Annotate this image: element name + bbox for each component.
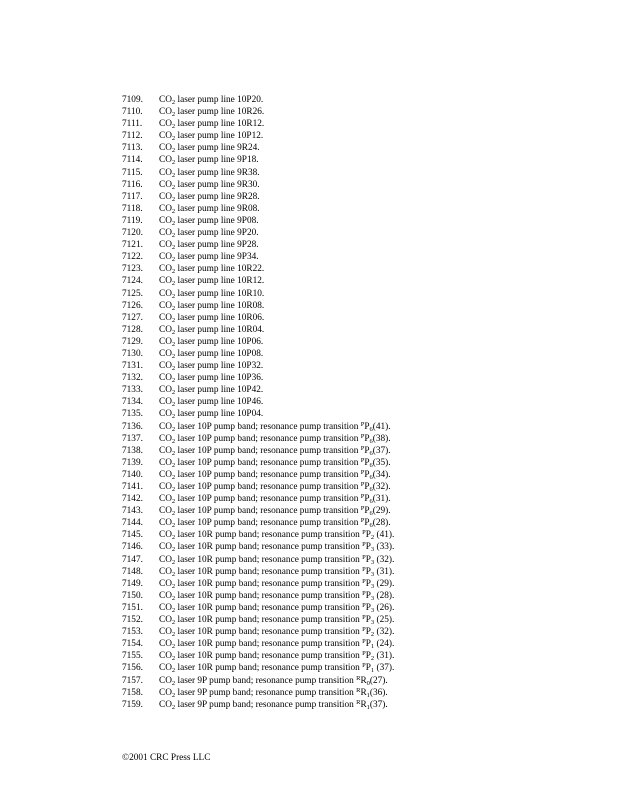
note-number: 7144. xyxy=(122,518,143,529)
note-number: 7110. xyxy=(122,107,143,118)
note-row xyxy=(122,505,602,517)
note-number: 7126. xyxy=(122,300,143,311)
note-row xyxy=(122,106,602,118)
note-row xyxy=(122,396,602,408)
note-row xyxy=(122,336,602,348)
note-number: 7129. xyxy=(122,336,143,347)
note-row xyxy=(122,324,602,336)
note-row xyxy=(122,142,602,154)
note-number: 7131. xyxy=(122,361,143,372)
note-row xyxy=(122,275,602,287)
note-number: 7130. xyxy=(122,348,143,359)
note-number: 7150. xyxy=(122,590,143,601)
note-number: 7117. xyxy=(122,191,143,202)
note-number: 7151. xyxy=(122,602,143,613)
note-number: 7123. xyxy=(122,264,143,275)
note-row xyxy=(122,602,602,614)
note-number: 7113. xyxy=(122,143,143,154)
note-row xyxy=(122,529,602,541)
note-text: $CO_2$ laser pump line 10R22. xyxy=(159,264,265,276)
note-text: $CO_2$ laser 10P pump band; resonance pump transition $^PP_6(32)$. xyxy=(159,481,391,493)
note-text: $CO_2$ laser pump line 9R08. xyxy=(159,203,260,215)
note-number: 7124. xyxy=(122,276,143,287)
note-row xyxy=(122,118,602,130)
note-text: $CO_2$ laser 10R pump band; resonance pump transition $^PP_3$ (26). xyxy=(159,601,395,614)
note-number: 7141. xyxy=(122,482,143,492)
note-text: $CO_2$ laser pump line 10P04. xyxy=(159,409,264,421)
note-text: $CO_2$ laser 9P pump band; resonance pump transition $^RR_0(27)$. xyxy=(159,674,388,687)
note-text: $CO_2$ laser pump line 10R06. xyxy=(159,312,265,324)
note-row xyxy=(122,154,602,166)
note-text: $CO_2$ laser pump line 10R26. xyxy=(159,107,265,119)
note-row xyxy=(122,675,602,687)
note-number: 7143. xyxy=(122,506,143,517)
note-text: $CO_2$ laser 10R pump band; resonance pump transition $^PP_1$ (37). xyxy=(159,662,395,675)
note-text: $CO_2$ laser 9P pump band; resonance pump transition $^RR_1(36)$. xyxy=(159,686,388,699)
note-row xyxy=(122,457,602,469)
note-row xyxy=(122,517,602,529)
note-text: $CO_2$ laser pump line 10P32. xyxy=(159,361,264,373)
note-row xyxy=(122,699,602,711)
note-number: 7138. xyxy=(122,445,143,456)
note-number: 7140. xyxy=(122,469,143,480)
note-text: $CO_2$ laser 10P pump band; resonance pump transition $^PP_6(34)$. xyxy=(159,468,391,481)
note-text: $CO_2$ laser pump line 9R28. xyxy=(159,191,260,203)
note-number: 7116. xyxy=(122,179,143,190)
note-number: 7156. xyxy=(122,663,143,674)
note-row xyxy=(122,179,602,191)
note-row xyxy=(122,541,602,553)
note-row xyxy=(122,263,602,275)
note-number: 7120. xyxy=(122,228,143,239)
note-text: $CO_2$ laser pump line 9P18. xyxy=(159,155,259,167)
note-text: $CO_2$ laser 10R pump band; resonance pump transition $^PP_3$ (29). xyxy=(159,577,395,590)
note-row xyxy=(122,445,602,457)
note-number: 7153. xyxy=(122,627,143,638)
copyright-footer: ©2001 CRC Press LLC xyxy=(122,753,211,763)
note-text: $CO_2$ laser pump line 10R12. xyxy=(159,276,265,288)
note-text: $CO_2$ laser 10P pump band; resonance pump transition $^PP_6(29)$. xyxy=(159,505,391,518)
note-number: 7115. xyxy=(122,167,143,178)
note-text: $CO_2$ laser pump line 9P28. xyxy=(159,240,259,252)
note-text: $CO_2$ laser 10P pump band; resonance pump transition $^PP_6(28)$. xyxy=(159,517,391,530)
note-text: $CO_2$ laser pump line 9P08. xyxy=(159,215,259,227)
note-text: $CO_2$ laser pump line 10P12. xyxy=(159,131,264,143)
note-text: $CO_2$ laser 10P pump band; resonance pump transition $^PP_6(31)$. xyxy=(159,493,391,506)
note-text: $CO_2$ laser pump line 9P20. xyxy=(159,228,259,240)
note-row xyxy=(122,215,602,227)
note-number: 7155. xyxy=(122,651,143,662)
note-row xyxy=(122,372,602,384)
note-number: 7154. xyxy=(122,639,143,650)
note-row xyxy=(122,481,602,493)
note-text: $CO_2$ laser 10P pump band; resonance pump transition $^PP_6(35)$. xyxy=(159,456,391,469)
note-text: $CO_2$ laser 10P pump band; resonance pump transition $^PP_6(37)$. xyxy=(159,444,391,457)
note-text: $CO_2$ laser 10P pump band; resonance pump transition $^PP_6(38)$. xyxy=(159,432,391,445)
note-row xyxy=(122,360,602,372)
note-row xyxy=(122,662,602,674)
note-number: 7139. xyxy=(122,457,143,468)
note-row xyxy=(122,578,602,590)
note-row xyxy=(122,94,602,106)
notes-list xyxy=(122,94,602,711)
note-number: 7133. xyxy=(122,385,143,396)
note-text: $CO_2$ laser 10R pump band; resonance pump transition $^PP_3$ (31). xyxy=(159,565,395,578)
note-row xyxy=(122,469,602,481)
note-number: 7112. xyxy=(122,131,143,142)
note-row xyxy=(122,433,602,445)
note-text: $CO_2$ laser 10R pump band; resonance pump transition $^PP_3$ (33). xyxy=(159,541,395,554)
note-row xyxy=(122,590,602,602)
note-text: $CO_2$ laser 10R pump band; resonance pump transition $^PP_3$ (25). xyxy=(159,614,395,627)
note-text: $CO_2$ laser pump line 10P42. xyxy=(159,385,264,397)
note-number: 7159. xyxy=(122,699,143,710)
note-number: 7132. xyxy=(122,373,143,384)
note-number: 7137. xyxy=(122,433,143,444)
note-text: $CO_2$ laser pump line 10P20. xyxy=(159,95,264,106)
note-number: 7136. xyxy=(122,421,143,432)
note-number: 7118. xyxy=(122,203,143,214)
note-row xyxy=(122,626,602,638)
note-row xyxy=(122,421,602,433)
note-row xyxy=(122,203,602,215)
note-number: 7135. xyxy=(122,409,143,420)
note-row xyxy=(122,687,602,699)
note-number: 7146. xyxy=(122,542,143,553)
note-number: 7125. xyxy=(122,288,143,299)
note-text: $CO_2$ laser pump line 10R08. xyxy=(159,300,265,312)
note-text: $CO_2$ laser 10R pump band; resonance pump transition $^PP_2$ (32). xyxy=(159,626,395,639)
note-number: 7152. xyxy=(122,615,143,626)
note-text: $CO_2$ laser 10R pump band; resonance pump transition $^PP_2$ (31). xyxy=(159,650,395,663)
note-number: 7127. xyxy=(122,312,143,323)
note-row xyxy=(122,554,602,566)
note-text: $CO_2$ laser pump line 10P46. xyxy=(159,397,264,409)
note-row xyxy=(122,566,602,578)
note-row xyxy=(122,251,602,263)
note-text: $CO_2$ laser pump line 9R24. xyxy=(159,143,260,155)
note-row xyxy=(122,384,602,396)
note-number: 7148. xyxy=(122,566,143,577)
note-text: $CO_2$ laser pump line 10R12. xyxy=(159,119,265,131)
note-number: 7147. xyxy=(122,554,143,565)
note-number: 7111. xyxy=(122,119,143,130)
note-number: 7114. xyxy=(122,155,143,166)
note-row xyxy=(122,227,602,239)
note-row xyxy=(122,408,602,420)
note-row xyxy=(122,288,602,300)
note-number: 7119. xyxy=(122,215,143,226)
note-text: $CO_2$ laser pump line 10P06. xyxy=(159,336,264,348)
note-row xyxy=(122,650,602,662)
note-text: $CO_2$ laser pump line 10P08. xyxy=(159,348,264,360)
note-text: $CO_2$ laser 10P pump band; resonance pump transition $^PP_6(41)$. xyxy=(159,420,391,433)
note-row xyxy=(122,614,602,626)
note-number: 7145. xyxy=(122,530,143,541)
note-text: $CO_2$ laser pump line 9P34. xyxy=(159,252,259,264)
note-text: $CO_2$ laser pump line 10R10. xyxy=(159,288,265,300)
note-row xyxy=(122,493,602,505)
note-row xyxy=(122,167,602,179)
note-row xyxy=(122,348,602,360)
note-row xyxy=(122,312,602,324)
note-row xyxy=(122,191,602,203)
note-number: 7157. xyxy=(122,675,143,686)
note-text: $CO_2$ laser 10R pump band; resonance pump transition $^PP_3$ (28). xyxy=(159,589,395,602)
note-text: $CO_2$ laser pump line 9R38. xyxy=(159,167,260,179)
note-number: 7142. xyxy=(122,494,143,505)
note-row xyxy=(122,130,602,142)
note-text: $CO_2$ laser 10R pump band; resonance pump transition $^PP_2$ (41). xyxy=(159,529,395,542)
note-row xyxy=(122,239,602,251)
note-row xyxy=(122,638,602,650)
note-text: $CO_2$ laser pump line 10P36. xyxy=(159,373,264,385)
note-number: 7109. xyxy=(122,95,143,105)
note-number: 7134. xyxy=(122,397,143,408)
note-text: $CO_2$ laser 10R pump band; resonance pump transition $^PP_3$ (32). xyxy=(159,553,395,566)
note-text: $CO_2$ laser 10R pump band; resonance pump transition $^PP_1$ (24). xyxy=(159,638,395,651)
note-number: 7158. xyxy=(122,687,143,698)
note-number: 7128. xyxy=(122,324,143,335)
note-text: $CO_2$ laser 9P pump band; resonance pump transition $^RR_1(37)$. xyxy=(159,698,388,711)
note-text: $CO_2$ laser pump line 10R04. xyxy=(159,324,265,336)
note-number: 7122. xyxy=(122,252,143,263)
note-number: 7149. xyxy=(122,578,143,589)
note-number: 7121. xyxy=(122,240,143,251)
note-row xyxy=(122,300,602,312)
note-text: $CO_2$ laser pump line 9R30. xyxy=(159,179,260,191)
